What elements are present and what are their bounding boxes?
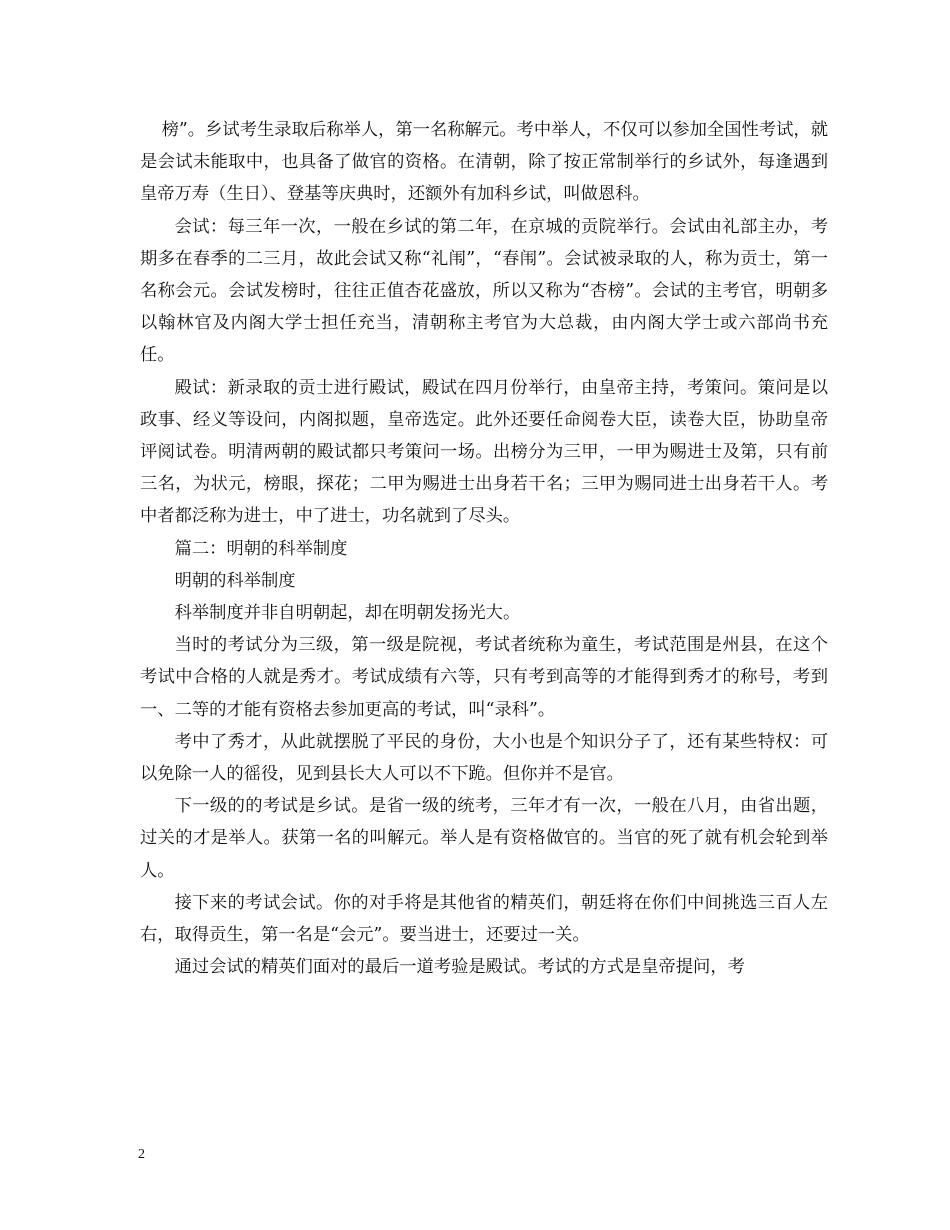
section-heading: 篇二：明朝的科举制度 <box>174 538 348 559</box>
paragraph-huishi-2: 接下来的考试会试。你的对手将是其他省的精英们，朝廷将在你们中间挑选三百人左右，取得贡生，第一名是“会元”。要当进士，还要过一关。 <box>140 892 828 946</box>
document-body <box>140 114 828 983</box>
paragraph-huishi: 会试：每三年一次，一般在乡试的第二年，在京城的贡院举行。会试由礼部主办，考期多在春季的二三月，故此会试又称“礼闱”，“春闱”。会试被录取的人，称为贡士，第一名称会元。会试发榜时，往往正值杏花盛放，所以又称为“杏榜”。会试的主考官，明朝多以翰林官及内阁大学士担任充当，清朝称主考官为大总裁，由内阁大学士或六部尚书充任。 <box>140 216 828 366</box>
paragraph-xiangshi: 下一级的的考试是乡试。是省一级的统考，三年才有一次，一般在八月，由省出题，过关的才是举人。获第一名的叫解元。举人是有资格做官的。当官的死了就有机会轮到举人。 <box>140 796 828 881</box>
paragraph-xiucai: 考中了秀才，从此就摆脱了平民的身份，大小也是个知识分子了，还有某些特权：可以免除一人的徭役，见到县长大人可以不下跪。但你并不是官。 <box>140 731 828 785</box>
page-number: 2 <box>138 1147 145 1162</box>
paragraph-intro: 科举制度并非自明朝起，却在明朝发扬光大。 <box>174 603 521 624</box>
paragraph-dianshi: 殿试：新录取的贡士进行殿试，殿试在四月份举行，由皇帝主持，考策问。策问是以政事、经义等设问，内阁拟题，皇帝选定。此外还要任命阅卷大臣，读卷大臣，协助皇帝评阅试卷。明清两朝的殿试都只考策问一场。出榜分为三甲，一甲为赐进士及第，只有前三名，为状元，榜眼，探花；二甲为赐进士出身若干名；三甲为赐同进士出身若干人。考中者都泛称为进士，中了进士，功名就到了尽头。 <box>140 377 828 527</box>
paragraph-xiangshi-continuation: 榜”。乡试考生录取后称举人，第一名称解元。考中举人，不仅可以参加全国性考试，就是会试未能取中，也具备了做官的资格。在清朝，除了按正常制举行的乡试外，每逢遇到皇帝万寿（生日）、登基等庆典时，还额外有加科乡试，叫做恩科。 <box>140 120 828 205</box>
section-subtitle: 明朝的科举制度 <box>174 570 296 591</box>
paragraph-dianshi-2: 通过会试的精英们面对的最后一道考验是殿试。考试的方式是皇帝提问，考 <box>174 957 745 978</box>
paragraph-yuanshi: 当时的考试分为三级，第一级是院视，考试者统称为童生，考试范围是州县，在这个考试中合格的人就是秀才。考试成绩有六等，只有考到高等的才能得到秀才的称号，考到一、二等的才能有资格去参加更高的考试，叫“录科”。 <box>140 635 828 720</box>
